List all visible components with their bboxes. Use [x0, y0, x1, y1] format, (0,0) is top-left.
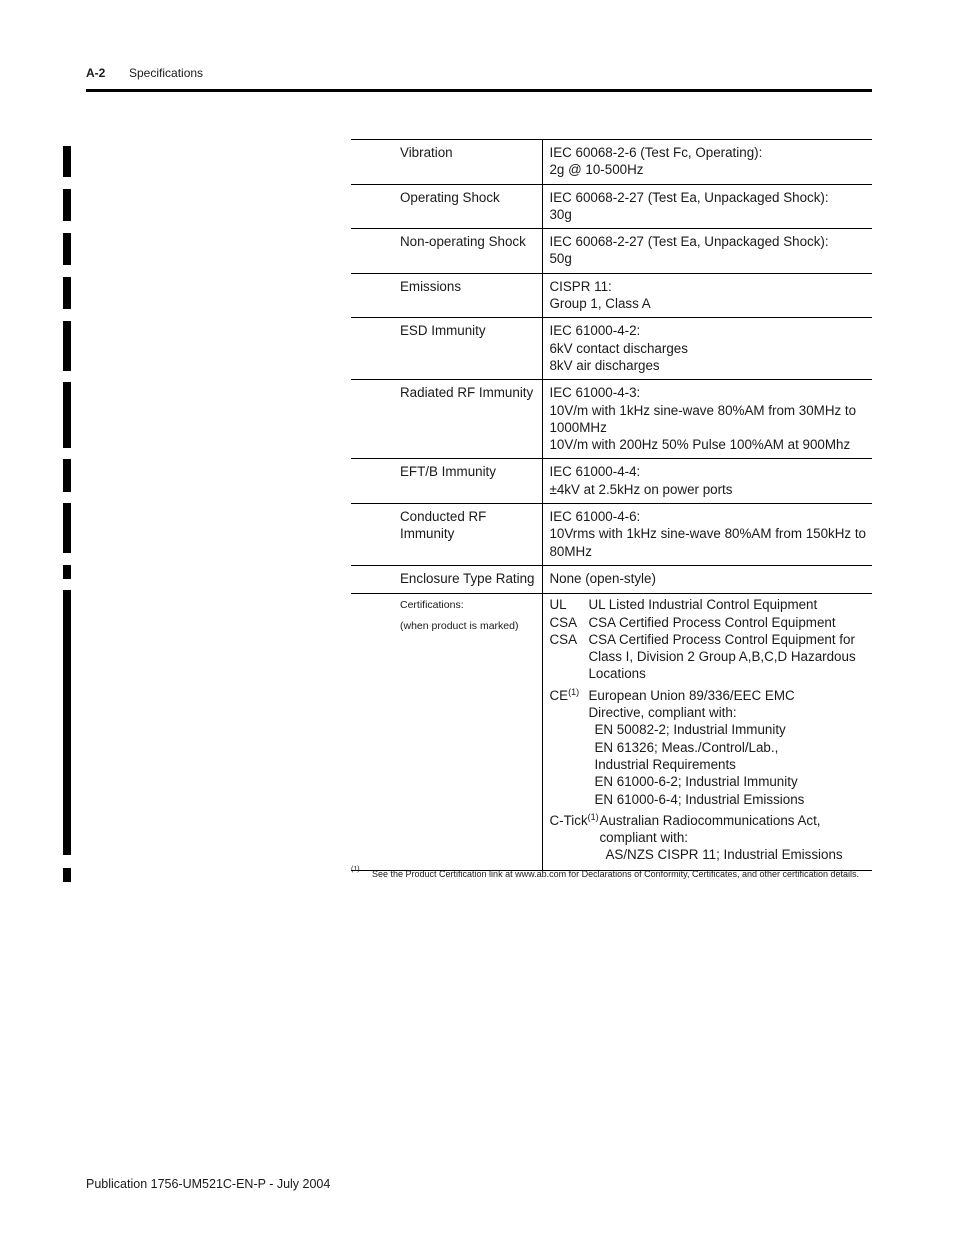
spec-value — [543, 140, 872, 185]
spec-value — [543, 459, 872, 504]
page-number: A-2 — [86, 66, 106, 80]
change-bar — [63, 321, 71, 371]
spec-row — [351, 184, 872, 229]
change-bar — [63, 277, 71, 309]
spec-value — [543, 184, 872, 229]
spec-row — [351, 273, 872, 318]
ce-standard: EN 50082-2; Industrial Immunity — [594, 722, 786, 738]
footnote-mark: (1) — [351, 866, 360, 873]
spec-label: Radiated RF Immunity — [351, 380, 543, 459]
certifications-label: Certifications: (when product is marked) — [351, 594, 543, 870]
spec-row — [351, 504, 872, 566]
spec-row — [351, 318, 872, 380]
spec-value — [543, 504, 872, 566]
spec-value-line: None (open-style) — [549, 570, 656, 586]
change-bar — [63, 189, 71, 221]
spec-value-line: 10Vrms with 1kHz sine-wave 80%AM from 150kHz to — [549, 526, 866, 542]
ce-standard: EN 61000-6-2; Industrial Immunity — [594, 774, 798, 790]
cert-csa: CSA CSA Certified Process Control Equipment — [549, 614, 836, 630]
spec-value-line: 2g @ 10-500Hz — [549, 162, 644, 178]
spec-value-line: 1000MHz — [549, 419, 607, 435]
publication-footer: Publication 1756-UM521C-EN-P - July 2004 — [86, 1177, 331, 1191]
spec-label: Operating Shock — [351, 184, 543, 229]
spec-value-line: CISPR 11: — [549, 278, 612, 294]
cert-ul: UL UL Listed Industrial Control Equipment — [549, 597, 818, 613]
header-rule — [86, 89, 872, 92]
spec-row — [351, 380, 872, 459]
spec-value-line: 80MHz — [549, 543, 592, 559]
certifications-value — [543, 594, 872, 870]
spec-label: Emissions — [351, 273, 543, 318]
spec-value-line: 10V/m with 1kHz sine-wave 80%AM from 30MHz to — [549, 402, 857, 418]
change-bar — [63, 233, 71, 265]
spec-value — [543, 229, 872, 274]
spec-value-line: 8kV air discharges — [549, 357, 660, 373]
footnote-ref: (1) — [568, 686, 580, 697]
change-bars — [63, 0, 71, 1235]
spec-label: Non-operating Shock — [351, 229, 543, 274]
cert-ce: CE$^{(1)}$ European Union 89/336/EEC EMC Directive, compliant with: EN 50082-2; Industrial Immunity EN 61326; Meas./Control/Lab., Industrial Requirements EN 61000-6-2; Industrial Immunity EN 61000-6-4; Industrial Emissions — [549, 687, 866, 808]
spec-label: EFT/B Immunity — [351, 459, 543, 504]
change-bar — [63, 459, 71, 492]
spec-value-line: IEC 60068-2-27 (Test Ea, Unpackaged Shock): — [549, 234, 829, 250]
spec-value-line: ±4kV at 2.5kHz on power ports — [549, 481, 733, 497]
change-bar — [63, 146, 71, 177]
spec-label: ESD Immunity — [351, 318, 543, 380]
spec-value-line: IEC 61000-4-6: — [549, 509, 641, 525]
change-bar — [63, 503, 71, 553]
spec-value-line: 6kV contact discharges — [549, 340, 688, 356]
spec-value-line: 10V/m with 200Hz 50% Pulse 100%AM at 900Mhz — [549, 437, 851, 453]
footnote-ref: (1) — [587, 811, 599, 822]
change-bar — [63, 565, 71, 579]
spec-value — [543, 565, 872, 593]
spec-value-line: IEC 61000-4-4: — [549, 464, 641, 480]
change-bar — [63, 590, 71, 855]
footnote-text: See the Product Certification link at www.ab.com for Declarations of Conformity, Certificates, and other certification details. — [372, 869, 860, 879]
spec-value-line: IEC 61000-4-3: — [549, 385, 641, 401]
ce-standard: EN 61000-6-4; Industrial Emissions — [594, 791, 805, 807]
ce-standard: EN 61326; Meas./Control/Lab., Industrial Requirements — [594, 739, 779, 772]
section-title: Specifications — [129, 66, 204, 80]
spec-value-line: Group 1, Class A — [549, 296, 651, 312]
spec-row — [351, 229, 872, 274]
spec-value-line: IEC 60068-2-27 (Test Ea, Unpackaged Shock): — [549, 189, 829, 205]
spec-row — [351, 459, 872, 504]
spec-label: Vibration — [351, 140, 543, 185]
change-bar — [63, 382, 71, 448]
certifications-row — [351, 594, 872, 870]
specifications-table — [351, 139, 872, 871]
spec-value-line: 50g — [549, 251, 572, 267]
change-bar — [63, 868, 71, 882]
spec-value-line: IEC 60068-2-6 (Test Fc, Operating): — [549, 145, 763, 160]
spec-value — [543, 380, 872, 459]
spec-value — [543, 273, 872, 318]
spec-value-line: 30g — [549, 206, 572, 222]
ctick-standard: AS/NZS CISPR 11; Industrial Emissions — [605, 847, 843, 863]
cert-csa-hazardous: CSA CSA Certified Process Control Equipment for Class I, Division 2 Group A,B,C,D Hazardous Locations — [549, 631, 856, 682]
spec-value-line: IEC 61000-4-2: — [549, 323, 641, 339]
spec-label: Enclosure Type Rating — [351, 565, 543, 593]
spec-row — [351, 140, 872, 185]
cert-ctick: C-Tick$^{(1)}$ Australian Radiocommunications Act, compliant with: AS/NZS CISPR 11; Industrial Emissions — [549, 812, 866, 864]
spec-row — [351, 565, 872, 593]
spec-value — [543, 318, 872, 380]
spec-label: Conducted RF Immunity — [351, 504, 543, 566]
